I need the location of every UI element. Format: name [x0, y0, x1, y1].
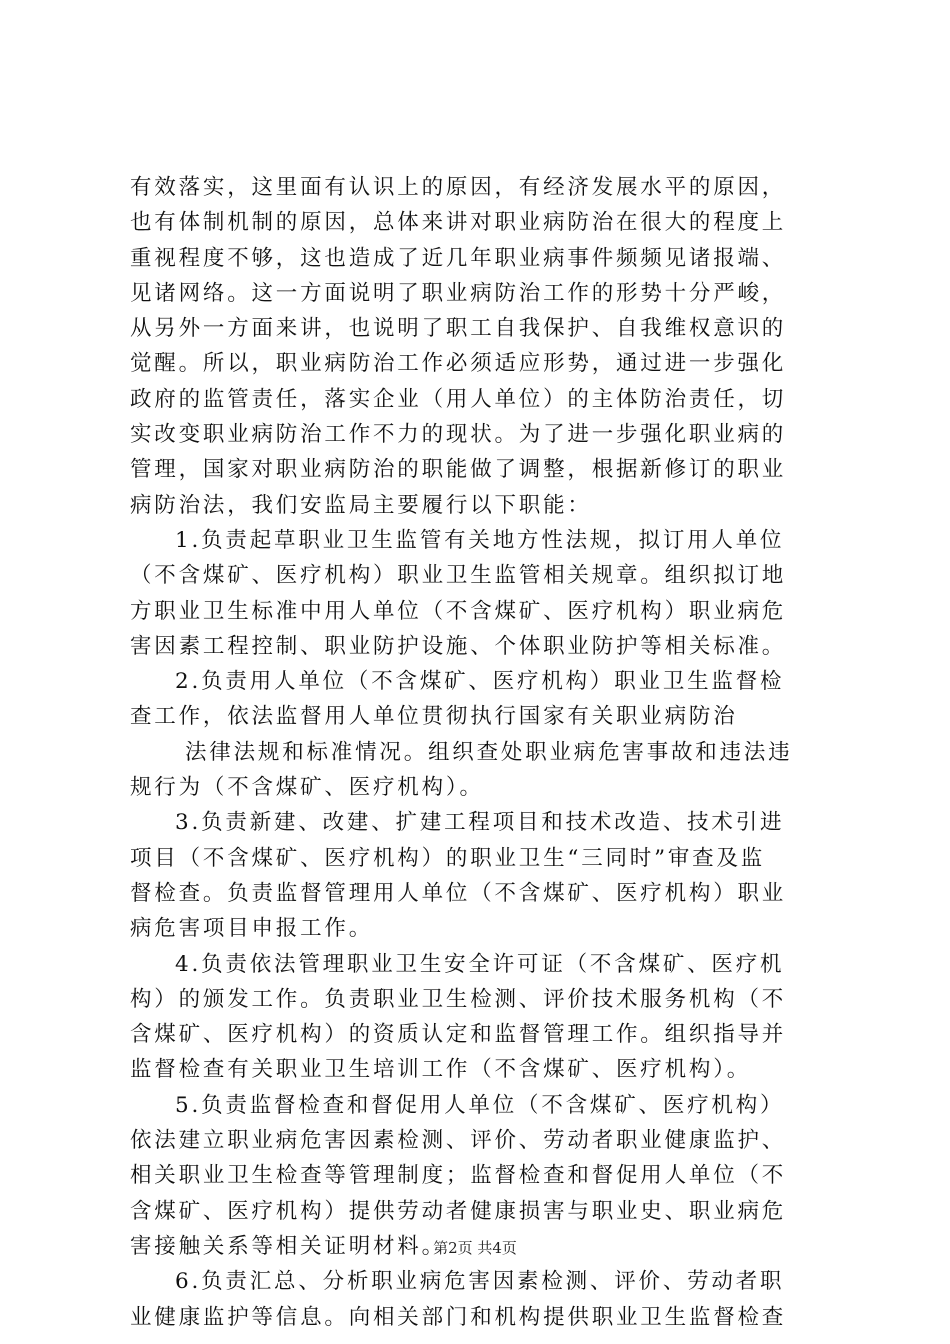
text-line: 相关职业卫生检查等管理制度；监督检查和督促用人单位（不 — [130, 1163, 787, 1189]
text-line: 方职业卫生标准中用人单位（不含煤矿、医疗机构）职业病危 — [130, 598, 787, 624]
text-line: 业健康监护等信息。向相关部门和机构提供职业卫生监督检查 — [130, 1304, 787, 1330]
text-line: 4.负责依法管理职业卫生安全许可证（不含煤矿、医疗机 — [175, 951, 785, 977]
text-line: 3.负责新建、改建、扩建工程项目和技术改造、技术引进 — [175, 810, 785, 836]
page-footer: 第2页 共4页 — [433, 1239, 517, 1257]
text-line: 重视程度不够，这也造成了近几年职业病事件频频见诸报端、 — [130, 245, 787, 271]
text-line: 觉醒。所以，职业病防治工作必须适应形势，通过进一步强化 — [130, 351, 787, 377]
text-line: 监督检查有关职业卫生培训工作（不含煤矿、医疗机构）。 — [130, 1057, 752, 1083]
text-line: 病防治法，我们安监局主要履行以下职能： — [130, 492, 592, 518]
text-line: 依法建立职业病危害因素检测、评价、劳动者职业健康监护、 — [130, 1128, 787, 1154]
text-line: 也有体制机制的原因，总体来讲对职业病防治在很大的程度上 — [130, 210, 787, 236]
text-line: 有效落实，这里面有认识上的原因，有经济发展水平的原因， — [130, 175, 787, 200]
text-line: 督检查。负责监督管理用人单位（不含煤矿、医疗机构）职业 — [130, 880, 787, 906]
text-line: 病危害项目申报工作。 — [130, 916, 374, 942]
text-line: 见诸网络。这一方面说明了职业病防治工作的形势十分严峻， — [130, 280, 787, 306]
text-line: 害接触关系等相关证明材料。 — [130, 1233, 446, 1259]
text-line: 法律法规和标准情况。组织查处职业病危害事故和违法违 — [185, 739, 793, 765]
text-line: 2.负责用人单位（不含煤矿、医疗机构）职业卫生监督检 — [175, 669, 785, 695]
text-line: 管理，国家对职业病防治的职能做了调整，根据新修订的职业 — [130, 457, 787, 483]
text-line: 规行为（不含煤矿、医疗机构）。 — [130, 775, 484, 801]
text-line: 5.负责监督检查和督促用人单位（不含煤矿、医疗机构） — [175, 1092, 785, 1118]
text-line: 害因素工程控制、职业防护设施、个体职业防护等相关标准。 — [130, 633, 787, 659]
text-line: 实改变职业病防治工作不力的现状。为了进一步强化职业病的 — [130, 422, 787, 448]
text-line: 政府的监管责任，落实企业（用人单位）的主体防治责任，切 — [130, 386, 787, 412]
text-line: 构）的颁发工作。负责职业卫生检测、评价技术服务机构（不 — [130, 986, 787, 1012]
document-body — [130, 170, 834, 1335]
text-line: 查工作，依法监督用人单位贯彻执行国家有关职业病防治 — [130, 704, 738, 730]
text-line: 从另外一方面来讲，也说明了职工自我保护、自我维权意识的 — [130, 316, 787, 342]
text-line: （不含煤矿、医疗机构）职业卫生监管相关规章。组织拟订地 — [130, 563, 787, 589]
text-line: 1.负责起草职业卫生监管有关地方性法规，拟订用人单位 — [175, 527, 785, 553]
text-line: 6.负责汇总、分析职业病危害因素检测、评价、劳动者职 — [175, 1269, 785, 1295]
text-line: 含煤矿、医疗机构）的资质认定和监督管理工作。组织指导并 — [130, 1022, 787, 1048]
text-line: 项目（不含煤矿、医疗机构）的职业卫生“三同时”审查及监 — [130, 845, 766, 871]
text-line: 含煤矿、医疗机构）提供劳动者健康损害与职业史、职业病危 — [130, 1198, 787, 1224]
